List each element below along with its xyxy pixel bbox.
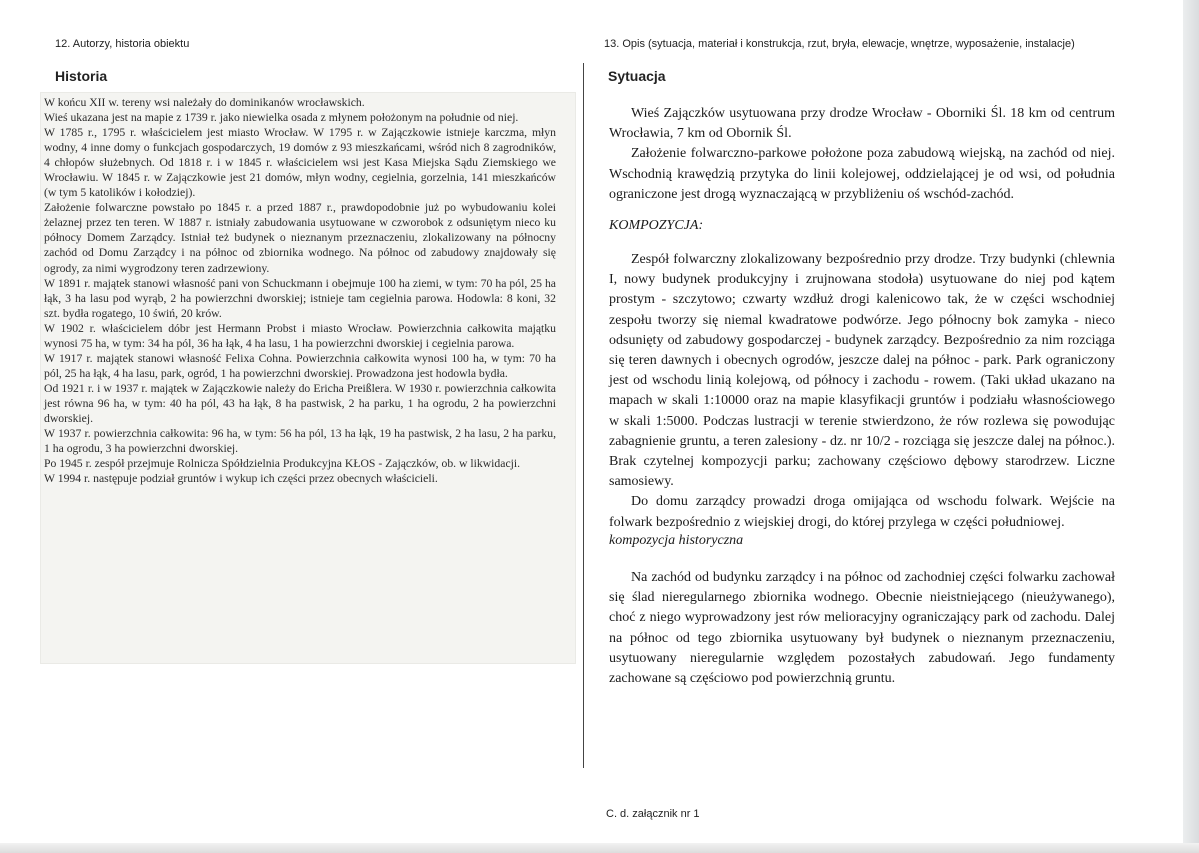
attachment-footer: C. d. załącznik nr 1 [606,808,700,820]
sytuacja-paragraph: Założenie folwarczno-parkowe położone poza zabudową wiejską, na zachód od niej. Wschodnią krawędzią przytyka do linii kolejowej, oddzielającej je od wsi, od południa ograniczone jest drogą wyznaczającą w przybliżeniu oś wschód-zachód. [609,146,1115,202]
history-paragraph: Założenie folwarczne powstało po 1845 r. a przed 1887 r., prawdopodobnie już po wybudowaniu kolei żelaznej przez ten teren. W 1887 r. istniały zabudowania usytuowane w czworobok z odsuniętym nieco ku północy Domem Zarządcy. Istniał też budynek o nieznanym przeznaczeniu, zlokalizowany na północny zachód od Domu Zarządcy i na północ od zbiornika wodnego. Na północ od zabudowy znajdowały się ogrody, za nimi wygrodzony teren zadrzewiony. [44,201,556,275]
history-paragraph: Od 1921 r. i w 1937 r. majątek w Zajączkowie należy do Ericha Preißlera. W 1930 r. powierzchnia całkowita jest równa 96 ha, w tym: 40 ha pól, 43 ha łąk, 8 ha pastwisk, 2 ha parku, 1 ha ogrodu, 2 ha powierzchni dworskiej. [44,381,556,425]
scan-edge-right [1183,0,1199,853]
history-paragraph: Po 1945 r. zespół przejmuje Rolnicza Spółdzielnia Produkcyjna KŁOS - Zajączków, ob. w likwidacji. [44,457,521,471]
kompozycja-paragraph: Zespół folwarczny zlokalizowany bezpośrednio przy drodze. Trzy budynki (chlewnia I, nowy budynek produkcyjny i zrujnowana stodoła) usytuowane do niej pod kątem prostym - szczytowo; czwarty wzdłuż drogi kalenicowo tak, że w części wschodniej zespołu tworzy się niemal kwadratowe podwórze. Jego północny bok zamyka - nieco odsunięty od zabudowy gospodarczej - budynek zarządcy. Bezpośrednio za nim rozciąga się teren dawnych i obecnych ogrodów, jeszcze dalej na północ - park. Park ograniczony jest od wschodu linią kolejową, od północy i zachodu - rowem. (Taki układ ukazano na mapach w skali 1:10000 oraz na mapie klasyfikacji gruntów i podziału własnościowego w skali 1:5000. Podczas lustracji w terenie stwierdzono, że rów rozlewa się powodując zabagnienie gruntu, a teren zalesiony - dz. nr 10/2 - rozciąga się jeszcze dalej na północ.). Brak czytelnej kompozycji parku; zachowany częściowo dębowy starodrzew. Liczne samosiewy. [609,252,1115,490]
history-text [44,95,556,486]
sytuacja-paragraph: Wieś Zajączków usytuowana przy drodze Wrocław - Oborniki Śl. 18 km od centrum Wrocławia, 7 km od Obornik Śl. [609,106,1115,142]
historia-title: Historia [55,68,108,84]
section-13-header: 13. Opis (sytuacja, materiał i konstrukcja, rzut, bryła, elewacje, wnętrze, wyposażenie, instalacje) [604,38,1075,50]
history-paragraph: W 1785 r., 1795 r. właścicielem jest miasto Wrocław. W 1795 r. w Zajączkowie istnieje karczma, młyn wodny, 4 inne domy o funkcjach gospodarczych, 19 domów z 93 mieszkańcami, wśród nich 8 zagrodników, 4 chłopów służebnych. Od 1818 r. i w 1845 r. właścicielem wsi jest Kasa Miejska Sądu Ziemskiego we Wrocławiu. W 1845 r. w Zajączkowie jest 21 domów, młyn wodny, cegielnia, gorzelnia, 141 mieszkańców (w tym 5 katolików i kołodziej). [44,126,556,200]
column-divider [583,63,584,768]
history-paragraph: W końcu XII w. tereny wsi należały do dominikanów wrocławskich. [44,96,365,109]
kompozycja-paragraph: Do domu zarządcy prowadzi droga omijająca od wschodu folwark. Wejście na folwark bezpośrednio z wiejskiej drogi, do której przylega w części południowej. [609,494,1115,530]
historyczna-paragraph: Na zachód od budynku zarządcy i na północ od zachodniej części folwarku zachował się ślad nieregularnego zbiornika wodnego. Obecnie nieistniejącego (nieużywanego), choć z niego wyprowadzony jest rów melioracyjny ograniczający park od zachodu. Dalej na północ od tego zbiornika usytuowany był budynek o nieznanym przeznaczeniu, usytuowany nieregularnie względem pozostałych zabudowań. Jego fundamenty zachowane są częściowo pod powierzchnią gruntu. [609,570,1115,687]
history-paragraph: W 1891 r. majątek stanowi własność pani von Schuckmann i obejmuje 100 ha ziemi, w tym: 70 ha pól, 25 ha łąk, 3 ha lasu pod wyrąb, 2 ha powierzchni dworskiej; istnieje tam cegielnia parowa. Hodowla: 8 koni, 32 szt. bydła rogatego, 10 świń, 20 krów. [44,276,556,320]
sytuacja-title: Sytuacja [608,68,666,84]
history-paragraph: Wieś ukazana jest na mapie z 1739 r. jako niewielka osada z młynem położonym na południe od niej. [44,111,519,125]
kompozycja-historyczna-heading: kompozycja historyczna [609,533,744,548]
history-paragraph: W 1902 r. właścicielem dóbr jest Hermann Probst i miasto Wrocław. Powierzchnia całkowita majątku wynosi 75 ha, w tym: 34 ha pól, 36 ha łąk, 4 ha lasu, 1 ha powierzchni dworskiej i cegielnia parowa. [44,321,556,350]
sytuacja-text [609,104,1115,205]
history-paragraph: W 1994 r. następuje podział gruntów i wykup ich części przez obecnych właścicieli. [44,472,438,486]
kompozycja-text [609,250,1115,533]
history-paragraph: W 1937 r. powierzchnia całkowita: 96 ha, w tym: 56 ha pól, 13 ha łąk, 19 ha pastwisk, 2 ha lasu, 2 ha parku, 1 ha ogrodu, 3 ha powierzchni dworskiej. [44,427,556,456]
section-12-header: 12. Autorzy, historia obiektu [55,38,190,50]
scan-edge-bottom [0,843,1199,853]
kompozycja-heading: KOMPOZYCJA: [609,218,704,233]
history-paragraph: W 1917 r. majątek stanowi własność Felixa Cohna. Powierzchnia całkowita wynosi 100 ha, w tym: 70 ha pól, 25 ha łąk, 4 ha lasu, park, ogród, 1 ha powierzchni dworskiej. Prowadzona jest hodowla bydła. [44,351,556,380]
kompozycja-historyczna-text [609,568,1115,689]
